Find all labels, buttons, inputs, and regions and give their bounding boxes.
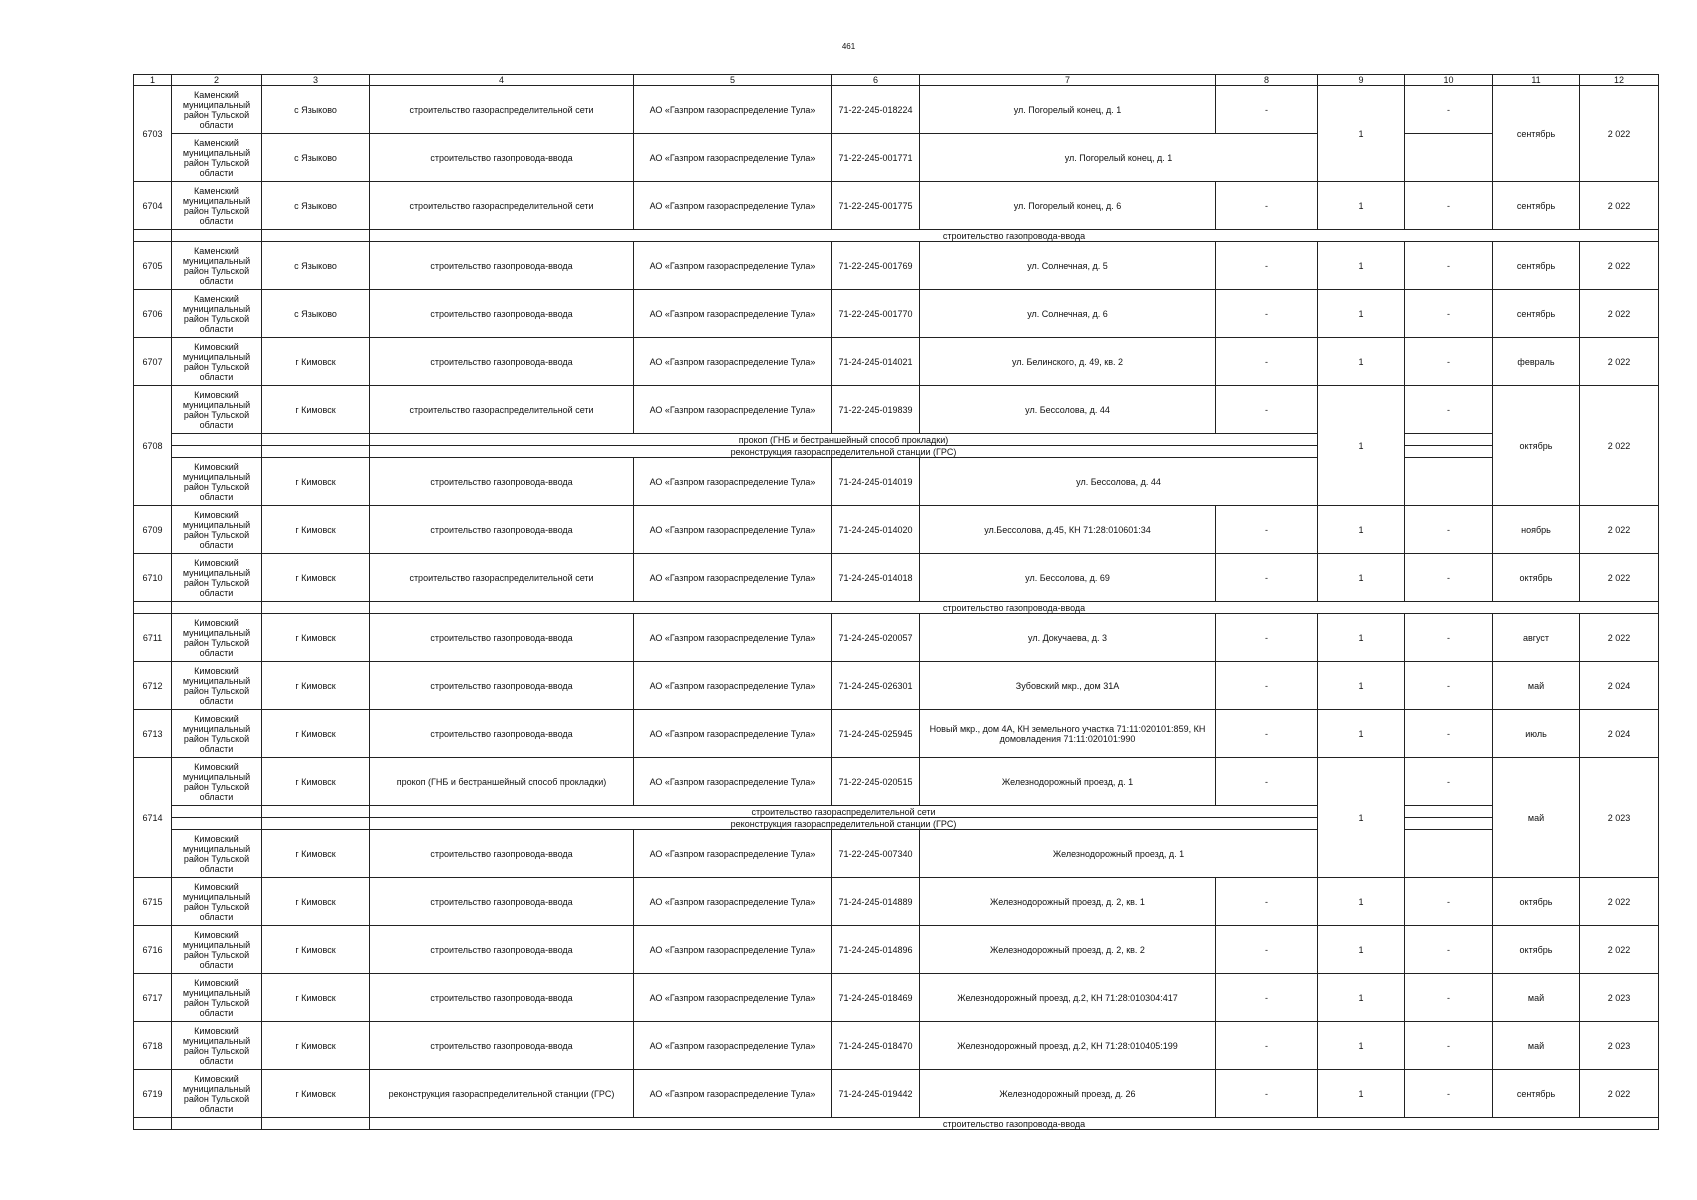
table-row bbox=[134, 818, 1659, 830]
address-cell: Железнодорожный проезд, д.2, КН 71:28:010304:417 bbox=[920, 974, 1216, 1022]
column-header: 1 bbox=[134, 75, 172, 86]
organization-cell: АО «Газпром газораспределение Тула» bbox=[634, 182, 832, 230]
work-type-cell: строительство газопровода-ввода bbox=[370, 458, 634, 506]
col8-cell: - bbox=[1216, 182, 1318, 230]
code-cell: 71-22-245-001769 bbox=[832, 242, 920, 290]
col9-cell: 1 bbox=[1318, 1022, 1405, 1070]
code-cell: 71-24-245-018470 bbox=[832, 1022, 920, 1070]
table-row bbox=[134, 458, 1659, 506]
locality-cell: г Кимовск bbox=[262, 458, 370, 506]
locality-cell: г Кимовск bbox=[262, 554, 370, 602]
district-cell: Кимовский муниципальный район Тульской области bbox=[172, 710, 262, 758]
code-cell: 71-22-245-018224 bbox=[832, 86, 920, 134]
col10-cell: - bbox=[1405, 974, 1493, 1022]
record-number: 6703 bbox=[134, 86, 172, 182]
year-cell: 2 022 bbox=[1580, 386, 1659, 506]
code-cell: 71-22-245-001771 bbox=[832, 134, 920, 182]
col8-cell: - bbox=[1216, 338, 1318, 386]
empty-cell bbox=[134, 1118, 172, 1130]
col10-cell: - bbox=[1405, 710, 1493, 758]
empty-cell bbox=[172, 1118, 262, 1130]
column-header: 5 bbox=[634, 75, 832, 86]
work-type-cell: прокоп (ГНБ и бестраншейный способ прокладки) bbox=[370, 758, 634, 806]
sub-work-type: строительство газораспределительной сети bbox=[370, 806, 1318, 818]
col9-cell: 1 bbox=[1318, 386, 1405, 506]
month-cell: май bbox=[1493, 974, 1580, 1022]
month-cell: октябрь bbox=[1493, 386, 1580, 506]
locality-cell: г Кимовск bbox=[262, 974, 370, 1022]
col8-cell: - bbox=[1216, 974, 1318, 1022]
month-cell: июль bbox=[1493, 710, 1580, 758]
work-type-cell: строительство газопровода-ввода bbox=[370, 614, 634, 662]
record-number: 6707 bbox=[134, 338, 172, 386]
address-cell: ул. Белинского, д. 49, кв. 2 bbox=[920, 338, 1216, 386]
col10-cell bbox=[1405, 134, 1493, 182]
district-cell: Каменский муниципальный район Тульской области bbox=[172, 134, 262, 182]
col10-cell: - bbox=[1405, 926, 1493, 974]
address-cell: Железнодорожный проезд, д. 1 bbox=[920, 758, 1216, 806]
organization-cell: АО «Газпром газораспределение Тула» bbox=[634, 974, 832, 1022]
year-cell: 2 024 bbox=[1580, 710, 1659, 758]
data-table bbox=[133, 74, 1659, 1130]
col10-cell bbox=[1405, 458, 1493, 506]
col9-cell: 1 bbox=[1318, 338, 1405, 386]
col10-cell: - bbox=[1405, 878, 1493, 926]
month-cell: октябрь bbox=[1493, 878, 1580, 926]
column-header: 4 bbox=[370, 75, 634, 86]
col8-cell: - bbox=[1216, 1022, 1318, 1070]
column-header: 9 bbox=[1318, 75, 1405, 86]
empty-cell bbox=[172, 230, 262, 242]
year-cell: 2 022 bbox=[1580, 506, 1659, 554]
record-number: 6704 bbox=[134, 182, 172, 230]
year-cell: 2 022 bbox=[1580, 86, 1659, 182]
district-cell: Каменский муниципальный район Тульской области bbox=[172, 182, 262, 230]
record-number: 6710 bbox=[134, 554, 172, 602]
address-cell: ул. Бессолова, д. 44 bbox=[920, 458, 1318, 506]
table-row bbox=[134, 182, 1659, 230]
record-number: 6708 bbox=[134, 386, 172, 506]
col9-cell: 1 bbox=[1318, 182, 1405, 230]
work-type-cell: строительство газопровода-ввода bbox=[370, 830, 634, 878]
col10-cell: - bbox=[1405, 290, 1493, 338]
empty-cell bbox=[172, 806, 262, 818]
empty-cell bbox=[262, 818, 370, 830]
locality-cell: г Кимовск bbox=[262, 338, 370, 386]
record-number: 6715 bbox=[134, 878, 172, 926]
locality-cell: г Кимовск bbox=[262, 926, 370, 974]
work-type-cell: строительство газораспределительной сети bbox=[370, 86, 634, 134]
district-cell: Кимовский муниципальный район Тульской области bbox=[172, 386, 262, 434]
district-cell: Кимовский муниципальный район Тульской области bbox=[172, 338, 262, 386]
work-type-cell: строительство газопровода-ввода bbox=[370, 1022, 634, 1070]
year-cell: 2 022 bbox=[1580, 878, 1659, 926]
table-row bbox=[134, 1070, 1659, 1118]
month-cell: май bbox=[1493, 758, 1580, 878]
record-number: 6714 bbox=[134, 758, 172, 878]
organization-cell: АО «Газпром газораспределение Тула» bbox=[634, 386, 832, 434]
month-cell: май bbox=[1493, 1022, 1580, 1070]
col10-cell: - bbox=[1405, 338, 1493, 386]
district-cell: Кимовский муниципальный район Тульской области bbox=[172, 506, 262, 554]
code-cell: 71-24-245-014896 bbox=[832, 926, 920, 974]
code-cell: 71-24-245-025945 bbox=[832, 710, 920, 758]
header-row bbox=[134, 75, 1659, 86]
year-cell: 2 023 bbox=[1580, 1022, 1659, 1070]
col9-cell: 1 bbox=[1318, 710, 1405, 758]
table-row bbox=[134, 386, 1659, 434]
district-cell: Каменский муниципальный район Тульской области bbox=[172, 290, 262, 338]
work-type-cell: строительство газопровода-ввода bbox=[370, 878, 634, 926]
col8-cell: - bbox=[1216, 758, 1318, 806]
address-cell: Железнодорожный проезд, д. 1 bbox=[920, 830, 1318, 878]
col9-cell: 1 bbox=[1318, 974, 1405, 1022]
locality-cell: с Языково bbox=[262, 242, 370, 290]
month-cell: октябрь bbox=[1493, 554, 1580, 602]
empty-cell bbox=[172, 818, 262, 830]
separator-row bbox=[134, 230, 1659, 242]
col10-cell: - bbox=[1405, 242, 1493, 290]
organization-cell: АО «Газпром газораспределение Тула» bbox=[634, 1070, 832, 1118]
organization-cell: АО «Газпром газораспределение Тула» bbox=[634, 926, 832, 974]
empty-cell bbox=[1405, 806, 1493, 818]
table-row bbox=[134, 974, 1659, 1022]
col9-cell: 1 bbox=[1318, 242, 1405, 290]
record-number: 6712 bbox=[134, 662, 172, 710]
empty-cell bbox=[134, 230, 172, 242]
col8-cell: - bbox=[1216, 614, 1318, 662]
work-type-cell: строительство газораспределительной сети bbox=[370, 554, 634, 602]
organization-cell: АО «Газпром газораспределение Тула» bbox=[634, 290, 832, 338]
month-cell: август bbox=[1493, 614, 1580, 662]
table-row bbox=[134, 434, 1659, 446]
month-cell: май bbox=[1493, 662, 1580, 710]
address-cell: ул. Погорелый конец, д. 1 bbox=[920, 134, 1318, 182]
code-cell: 71-22-245-019839 bbox=[832, 386, 920, 434]
address-cell: ул. Бессолова, д. 69 bbox=[920, 554, 1216, 602]
year-cell: 2 022 bbox=[1580, 182, 1659, 230]
address-cell: ул. Погорелый конец, д. 1 bbox=[920, 86, 1216, 134]
empty-cell bbox=[1405, 446, 1493, 458]
organization-cell: АО «Газпром газораспределение Тула» bbox=[634, 458, 832, 506]
district-cell: Кимовский муниципальный район Тульской области bbox=[172, 554, 262, 602]
work-type-cell: строительство газопровода-ввода bbox=[370, 134, 634, 182]
year-cell: 2 022 bbox=[1580, 338, 1659, 386]
col8-cell: - bbox=[1216, 506, 1318, 554]
month-cell: февраль bbox=[1493, 338, 1580, 386]
empty-cell bbox=[262, 602, 370, 614]
year-cell: 2 022 bbox=[1580, 242, 1659, 290]
col9-cell: 1 bbox=[1318, 506, 1405, 554]
col10-cell: - bbox=[1405, 1022, 1493, 1070]
col9-cell: 1 bbox=[1318, 662, 1405, 710]
address-cell: Зубовский мкр., дом 31А bbox=[920, 662, 1216, 710]
col10-cell: - bbox=[1405, 614, 1493, 662]
record-number: 6713 bbox=[134, 710, 172, 758]
page-number: 461 bbox=[841, 42, 856, 51]
table-row bbox=[134, 338, 1659, 386]
locality-cell: г Кимовск bbox=[262, 506, 370, 554]
code-cell: 71-22-245-001770 bbox=[832, 290, 920, 338]
separator-text: строительство газопровода-ввода bbox=[370, 230, 1659, 242]
col8-cell: - bbox=[1216, 290, 1318, 338]
column-header: 2 bbox=[172, 75, 262, 86]
locality-cell: г Кимовск bbox=[262, 662, 370, 710]
district-cell: Кимовский муниципальный район Тульской области bbox=[172, 1022, 262, 1070]
address-cell: ул.Бессолова, д.45, КН 71:28:010601:34 bbox=[920, 506, 1216, 554]
col10-cell: - bbox=[1405, 758, 1493, 806]
table-row bbox=[134, 86, 1659, 134]
col10-cell: - bbox=[1405, 182, 1493, 230]
record-number: 6709 bbox=[134, 506, 172, 554]
month-cell: сентябрь bbox=[1493, 182, 1580, 230]
work-type-cell: строительство газопровода-ввода bbox=[370, 710, 634, 758]
col10-cell: - bbox=[1405, 662, 1493, 710]
col8-cell: - bbox=[1216, 86, 1318, 134]
month-cell: сентябрь bbox=[1493, 242, 1580, 290]
empty-cell bbox=[172, 446, 262, 458]
organization-cell: АО «Газпром газораспределение Тула» bbox=[634, 134, 832, 182]
sub-work-type: реконструкция газораспределительной станции (ГРС) bbox=[370, 818, 1318, 830]
col10-cell: - bbox=[1405, 86, 1493, 134]
table-row bbox=[134, 758, 1659, 806]
col8-cell: - bbox=[1216, 242, 1318, 290]
col9-cell: 1 bbox=[1318, 758, 1405, 878]
column-header: 8 bbox=[1216, 75, 1318, 86]
locality-cell: г Кимовск bbox=[262, 758, 370, 806]
district-cell: Каменский муниципальный район Тульской области bbox=[172, 242, 262, 290]
locality-cell: г Кимовск bbox=[262, 1022, 370, 1070]
code-cell: 71-24-245-014889 bbox=[832, 878, 920, 926]
district-cell: Кимовский муниципальный район Тульской области bbox=[172, 1070, 262, 1118]
month-cell: сентябрь bbox=[1493, 86, 1580, 182]
locality-cell: г Кимовск bbox=[262, 878, 370, 926]
table-row bbox=[134, 446, 1659, 458]
empty-cell bbox=[172, 602, 262, 614]
address-cell: Железнодорожный проезд, д. 2, кв. 2 bbox=[920, 926, 1216, 974]
organization-cell: АО «Газпром газораспределение Тула» bbox=[634, 1022, 832, 1070]
year-cell: 2 022 bbox=[1580, 290, 1659, 338]
col10-cell: - bbox=[1405, 554, 1493, 602]
col10-cell: - bbox=[1405, 506, 1493, 554]
empty-cell bbox=[134, 602, 172, 614]
table-row bbox=[134, 878, 1659, 926]
empty-cell bbox=[262, 1118, 370, 1130]
district-cell: Кимовский муниципальный район Тульской области bbox=[172, 974, 262, 1022]
empty-cell bbox=[262, 230, 370, 242]
empty-cell bbox=[1405, 818, 1493, 830]
work-type-cell: строительство газопровода-ввода bbox=[370, 506, 634, 554]
organization-cell: АО «Газпром газораспределение Тула» bbox=[634, 86, 832, 134]
empty-cell bbox=[262, 434, 370, 446]
work-type-cell: строительство газопровода-ввода bbox=[370, 242, 634, 290]
work-type-cell: строительство газопровода-ввода bbox=[370, 338, 634, 386]
address-cell: ул. Солнечная, д. 6 bbox=[920, 290, 1216, 338]
col8-cell: - bbox=[1216, 926, 1318, 974]
column-header: 11 bbox=[1493, 75, 1580, 86]
sub-work-type: реконструкция газораспределительной станции (ГРС) bbox=[370, 446, 1318, 458]
col10-cell: - bbox=[1405, 386, 1493, 434]
code-cell: 71-24-245-014020 bbox=[832, 506, 920, 554]
organization-cell: АО «Газпром газораспределение Тула» bbox=[634, 710, 832, 758]
work-type-cell: строительство газопровода-ввода bbox=[370, 662, 634, 710]
organization-cell: АО «Газпром газораспределение Тула» bbox=[634, 242, 832, 290]
code-cell: 71-24-245-019442 bbox=[832, 1070, 920, 1118]
table-row bbox=[134, 806, 1659, 818]
empty-cell bbox=[262, 806, 370, 818]
col8-cell: - bbox=[1216, 554, 1318, 602]
column-header: 10 bbox=[1405, 75, 1493, 86]
table-row bbox=[134, 614, 1659, 662]
col9-cell: 1 bbox=[1318, 926, 1405, 974]
locality-cell: г Кимовск bbox=[262, 1070, 370, 1118]
organization-cell: АО «Газпром газораспределение Тула» bbox=[634, 338, 832, 386]
col9-cell: 1 bbox=[1318, 614, 1405, 662]
separator-text: строительство газопровода-ввода bbox=[370, 1118, 1659, 1130]
work-type-cell: строительство газопровода-ввода bbox=[370, 974, 634, 1022]
col8-cell: - bbox=[1216, 1070, 1318, 1118]
month-cell: октябрь bbox=[1493, 926, 1580, 974]
address-cell: ул. Бессолова, д. 44 bbox=[920, 386, 1216, 434]
column-header: 6 bbox=[832, 75, 920, 86]
separator-text: строительство газопровода-ввода bbox=[370, 602, 1659, 614]
record-number: 6705 bbox=[134, 242, 172, 290]
locality-cell: г Кимовск bbox=[262, 386, 370, 434]
col8-cell: - bbox=[1216, 878, 1318, 926]
table-row bbox=[134, 830, 1659, 878]
organization-cell: АО «Газпром газораспределение Тула» bbox=[634, 662, 832, 710]
col9-cell: 1 bbox=[1318, 878, 1405, 926]
locality-cell: с Языково bbox=[262, 290, 370, 338]
month-cell: сентябрь bbox=[1493, 1070, 1580, 1118]
table-row bbox=[134, 506, 1659, 554]
code-cell: 71-22-245-007340 bbox=[832, 830, 920, 878]
code-cell: 71-24-245-018469 bbox=[832, 974, 920, 1022]
work-type-cell: строительство газопровода-ввода bbox=[370, 926, 634, 974]
year-cell: 2 022 bbox=[1580, 1070, 1659, 1118]
table-row bbox=[134, 134, 1659, 182]
col9-cell: 1 bbox=[1318, 554, 1405, 602]
district-cell: Каменский муниципальный район Тульской области bbox=[172, 86, 262, 134]
locality-cell: г Кимовск bbox=[262, 614, 370, 662]
record-number: 6718 bbox=[134, 1022, 172, 1070]
organization-cell: АО «Газпром газораспределение Тула» bbox=[634, 506, 832, 554]
code-cell: 71-24-245-014019 bbox=[832, 458, 920, 506]
code-cell: 71-24-245-014021 bbox=[832, 338, 920, 386]
sub-work-type: прокоп (ГНБ и бестраншейный способ прокладки) bbox=[370, 434, 1318, 446]
district-cell: Кимовский муниципальный район Тульской области bbox=[172, 458, 262, 506]
locality-cell: с Языково bbox=[262, 182, 370, 230]
col9-cell: 1 bbox=[1318, 1070, 1405, 1118]
organization-cell: АО «Газпром газораспределение Тула» bbox=[634, 878, 832, 926]
table-row bbox=[134, 290, 1659, 338]
col9-cell: 1 bbox=[1318, 86, 1405, 182]
organization-cell: АО «Газпром газораспределение Тула» bbox=[634, 554, 832, 602]
work-type-cell: реконструкция газораспределительной станции (ГРС) bbox=[370, 1070, 634, 1118]
record-number: 6719 bbox=[134, 1070, 172, 1118]
col8-cell: - bbox=[1216, 710, 1318, 758]
year-cell: 2 023 bbox=[1580, 974, 1659, 1022]
empty-cell bbox=[1405, 434, 1493, 446]
address-cell: Железнодорожный проезд, д. 2, кв. 1 bbox=[920, 878, 1216, 926]
record-number: 6706 bbox=[134, 290, 172, 338]
address-cell: ул. Докучаева, д. 3 bbox=[920, 614, 1216, 662]
locality-cell: с Языково bbox=[262, 134, 370, 182]
table-row bbox=[134, 1022, 1659, 1070]
district-cell: Кимовский муниципальный район Тульской области bbox=[172, 758, 262, 806]
separator-row bbox=[134, 602, 1659, 614]
organization-cell: АО «Газпром газораспределение Тула» bbox=[634, 614, 832, 662]
col8-cell: - bbox=[1216, 386, 1318, 434]
code-cell: 71-22-245-020515 bbox=[832, 758, 920, 806]
table-row bbox=[134, 662, 1659, 710]
col10-cell bbox=[1405, 830, 1493, 878]
organization-cell: АО «Газпром газораспределение Тула» bbox=[634, 758, 832, 806]
table-row bbox=[134, 926, 1659, 974]
col8-cell: - bbox=[1216, 662, 1318, 710]
col9-cell: 1 bbox=[1318, 290, 1405, 338]
year-cell: 2 024 bbox=[1580, 662, 1659, 710]
table-row bbox=[134, 554, 1659, 602]
code-cell: 71-24-245-020057 bbox=[832, 614, 920, 662]
district-cell: Кимовский муниципальный район Тульской области bbox=[172, 878, 262, 926]
year-cell: 2 023 bbox=[1580, 758, 1659, 878]
year-cell: 2 022 bbox=[1580, 926, 1659, 974]
locality-cell: г Кимовск bbox=[262, 830, 370, 878]
work-type-cell: строительство газопровода-ввода bbox=[370, 290, 634, 338]
record-number: 6711 bbox=[134, 614, 172, 662]
column-header: 7 bbox=[920, 75, 1216, 86]
column-header: 12 bbox=[1580, 75, 1659, 86]
table-row bbox=[134, 242, 1659, 290]
work-type-cell: строительство газораспределительной сети bbox=[370, 386, 634, 434]
locality-cell: с Языково bbox=[262, 86, 370, 134]
record-number: 6716 bbox=[134, 926, 172, 974]
empty-cell bbox=[172, 434, 262, 446]
empty-cell bbox=[262, 446, 370, 458]
work-type-cell: строительство газораспределительной сети bbox=[370, 182, 634, 230]
district-cell: Кимовский муниципальный район Тульской области bbox=[172, 830, 262, 878]
address-cell: ул. Погорелый конец, д. 6 bbox=[920, 182, 1216, 230]
locality-cell: г Кимовск bbox=[262, 710, 370, 758]
col10-cell: - bbox=[1405, 1070, 1493, 1118]
year-cell: 2 022 bbox=[1580, 614, 1659, 662]
district-cell: Кимовский муниципальный район Тульской области bbox=[172, 614, 262, 662]
record-number: 6717 bbox=[134, 974, 172, 1022]
separator-row bbox=[134, 1118, 1659, 1130]
organization-cell: АО «Газпром газораспределение Тула» bbox=[634, 830, 832, 878]
code-cell: 71-24-245-014018 bbox=[832, 554, 920, 602]
district-cell: Кимовский муниципальный район Тульской области bbox=[172, 926, 262, 974]
address-cell: Железнодорожный проезд, д.2, КН 71:28:010405:199 bbox=[920, 1022, 1216, 1070]
table-row bbox=[134, 710, 1659, 758]
month-cell: ноябрь bbox=[1493, 506, 1580, 554]
code-cell: 71-24-245-026301 bbox=[832, 662, 920, 710]
month-cell: сентябрь bbox=[1493, 290, 1580, 338]
column-header: 3 bbox=[262, 75, 370, 86]
address-cell: ул. Солнечная, д. 5 bbox=[920, 242, 1216, 290]
code-cell: 71-22-245-001775 bbox=[832, 182, 920, 230]
year-cell: 2 022 bbox=[1580, 554, 1659, 602]
address-cell: Железнодорожный проезд, д. 26 bbox=[920, 1070, 1216, 1118]
district-cell: Кимовский муниципальный район Тульской области bbox=[172, 662, 262, 710]
address-cell: Новый мкр., дом 4А, КН земельного участка 71:11:020101:859, КН домовладения 71:11:020101:990 bbox=[920, 710, 1216, 758]
